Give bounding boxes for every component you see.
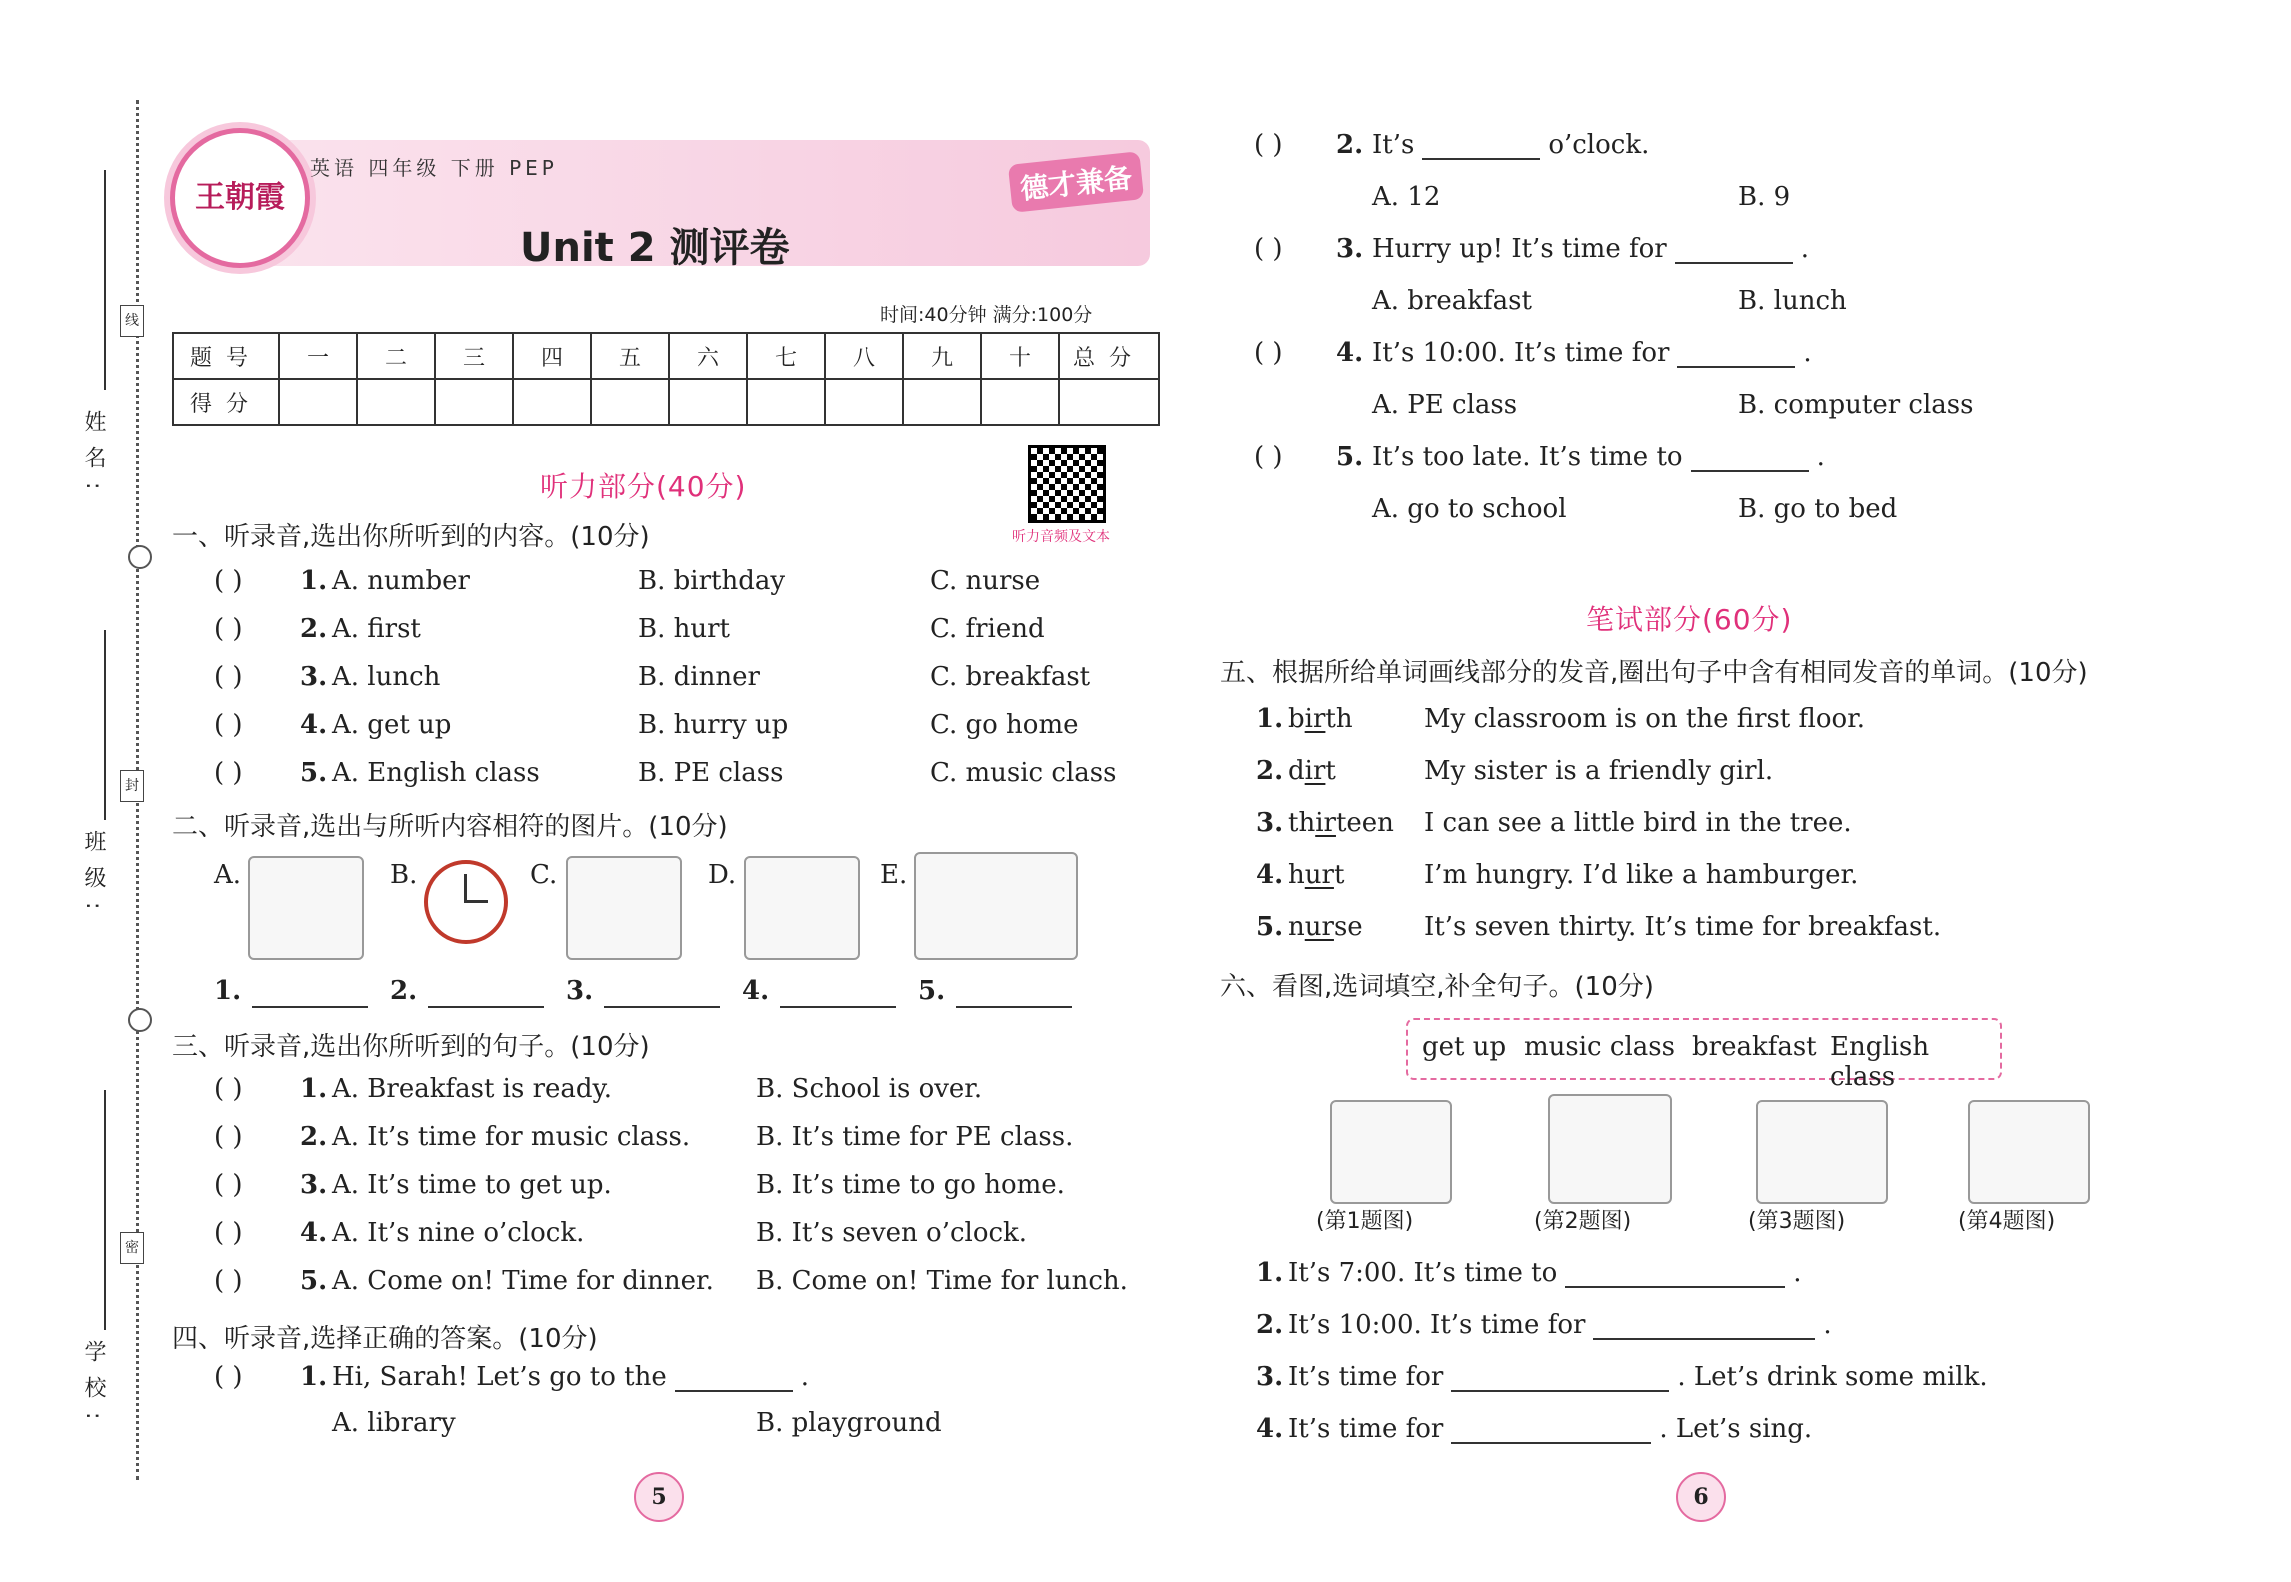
item-number: 3. — [1336, 234, 1364, 264]
answer-bracket[interactable]: ( ) — [214, 1218, 243, 1248]
question-stem — [332, 1362, 809, 1392]
word-underlined-part: ir — [1304, 756, 1326, 786]
question-stem — [1372, 130, 1649, 160]
word-part: t — [1325, 756, 1336, 786]
sentence-text: . Let’s sing. — [1659, 1414, 1813, 1444]
score-cell[interactable] — [279, 379, 357, 425]
score-table — [172, 332, 1160, 426]
option-a: A. It’s time to get up. — [332, 1170, 612, 1200]
option-b: B. It’s time to go home. — [756, 1170, 1065, 1200]
answer-blank[interactable] — [780, 1006, 896, 1008]
figure-caption: (第4题图) — [1958, 1209, 2056, 1234]
sentence-text: . — [1823, 1310, 1832, 1340]
word-part: se — [1333, 912, 1363, 942]
option-a: A. get up — [332, 710, 452, 740]
seal-mark-mi: 密 — [120, 1232, 144, 1264]
table-cell: 四 — [513, 333, 591, 379]
answer-number: 2. — [390, 976, 418, 1006]
item-number: 2. — [300, 614, 328, 644]
answer-bracket[interactable]: ( ) — [1254, 442, 1283, 472]
answer-blank[interactable] — [1565, 1260, 1785, 1288]
sentence[interactable]: My classroom is on the first floor. — [1424, 704, 1866, 734]
option-b: B. PE class — [638, 758, 784, 788]
option-a: A. library — [332, 1408, 456, 1438]
option-a: A. Come on! Time for dinner. — [332, 1266, 714, 1296]
answer-blank[interactable] — [604, 1006, 720, 1008]
page-title: Unit 2 测评卷 — [520, 225, 790, 271]
option-b: B. School is over. — [756, 1074, 983, 1104]
fill-sentence — [1288, 1414, 1812, 1444]
answer-number: 5. — [918, 976, 946, 1006]
table-cell: 总分 — [1059, 333, 1159, 379]
clock-icon — [424, 860, 508, 944]
q5-title: 五、根据所给单词画线部分的发音,圈出句子中含有相同发音的单词。(10分) — [1220, 658, 2088, 688]
word-part: h — [1288, 860, 1305, 890]
sentence-text: It’s time for — [1288, 1362, 1444, 1392]
name-write-line[interactable] — [104, 170, 106, 390]
option-b: B. dinner — [638, 662, 760, 692]
figure-caption: (第3题图) — [1748, 1209, 1846, 1234]
key-word — [1288, 808, 1394, 838]
option-a: A. lunch — [332, 662, 441, 692]
word-part: t — [1333, 860, 1345, 890]
stem-text: o’clock. — [1548, 130, 1650, 160]
item-number: 2. — [1256, 1310, 1284, 1340]
figure-caption: (第2题图) — [1534, 1209, 1632, 1234]
item-number: 4. — [1336, 338, 1364, 368]
sentence-text: It’s 10:00. It’s time for — [1288, 1310, 1586, 1340]
binding-hole-icon — [128, 1008, 152, 1032]
item-number: 3. — [1256, 1362, 1284, 1392]
word-bank-item: breakfast — [1692, 1032, 1817, 1062]
option-a: A. Breakfast is ready. — [332, 1074, 613, 1104]
sentence[interactable]: It’s seven thirty. It’s time for breakfast. — [1424, 912, 1942, 942]
table-cell: 九 — [903, 333, 981, 379]
page-number-right: 6 — [1676, 1472, 1726, 1522]
answer-blank[interactable] — [1422, 132, 1540, 160]
option-c: C. friend — [930, 614, 1045, 644]
school-write-line[interactable] — [104, 1090, 106, 1330]
word-part: d — [1288, 756, 1305, 786]
answer-blank[interactable] — [1451, 1364, 1669, 1392]
sentence-text: . — [1793, 1258, 1802, 1288]
question-stem — [1372, 442, 1825, 472]
score-cell[interactable] — [513, 379, 591, 425]
school-label: 学校: — [81, 1340, 106, 1434]
answer-blank[interactable] — [1675, 236, 1793, 264]
word-underlined-part: ur — [1304, 912, 1334, 942]
answer-bracket[interactable]: ( ) — [214, 1074, 243, 1104]
sentence-text: It’s time for — [1288, 1414, 1444, 1444]
item-number: 1. — [1256, 704, 1284, 734]
word-underlined-part: ir — [1304, 704, 1326, 734]
answer-bracket[interactable]: ( ) — [1254, 130, 1283, 160]
option-b: B. It’s seven o’clock. — [756, 1218, 1028, 1248]
stem-text: Hi, Sarah! Let’s go to the — [332, 1362, 667, 1392]
answer-blank[interactable] — [956, 1006, 1072, 1008]
q2-title: 二、听录音,选出与所听内容相符的图片。(10分) — [172, 812, 728, 842]
answer-blank[interactable] — [252, 1006, 368, 1008]
time-info: 时间:40分钟 满分:100分 — [880, 304, 1093, 326]
item-number: 1. — [300, 1362, 328, 1392]
score-cell[interactable] — [669, 379, 747, 425]
pic-label-a: A. — [214, 860, 242, 890]
answer-blank[interactable] — [1451, 1416, 1651, 1444]
word-part: n — [1288, 912, 1305, 942]
answer-bracket[interactable]: ( ) — [214, 1362, 243, 1392]
answer-blank[interactable] — [428, 1006, 544, 1008]
score-table-header-row — [173, 333, 1159, 379]
word-part: th — [1288, 808, 1316, 838]
fill-sentence — [1288, 1362, 1988, 1392]
class-label: 班级: — [81, 830, 106, 924]
stem-text: . — [1816, 442, 1825, 472]
option-b: B. 9 — [1738, 182, 1791, 212]
pic-label-c: C. — [530, 860, 558, 890]
q6-title: 六、看图,选词填空,补全句子。(10分) — [1220, 972, 1654, 1002]
option-b: B. Come on! Time for lunch. — [756, 1266, 1128, 1296]
fill-sentence — [1288, 1258, 1802, 1288]
binding-hole-icon — [128, 545, 152, 569]
table-cell: 八 — [825, 333, 903, 379]
option-a: A. It’s time for music class. — [332, 1122, 691, 1152]
picture-q6-2-english-class — [1548, 1094, 1672, 1204]
answer-blank[interactable] — [675, 1364, 793, 1392]
word-part: teen — [1335, 808, 1394, 838]
option-c: C. nurse — [930, 566, 1041, 596]
sentence[interactable]: I’m hungry. I’d like a hamburger. — [1424, 860, 1859, 890]
answer-bracket[interactable]: ( ) — [214, 1122, 243, 1152]
option-a: A. go to school — [1372, 494, 1567, 524]
item-number: 5. — [300, 758, 328, 788]
answer-bracket[interactable]: ( ) — [214, 758, 243, 788]
picture-d-classroom — [744, 856, 860, 960]
pic-label-e: E. — [880, 860, 908, 890]
picture-c-girl-bedroom — [566, 856, 682, 960]
option-b: B. lunch — [1738, 286, 1847, 316]
sentence-text: It’s 7:00. It’s time to — [1288, 1258, 1558, 1288]
listening-section-title: 听力部分(40分) — [540, 470, 747, 503]
table-cell: 二 — [357, 333, 435, 379]
stem-text: . — [1803, 338, 1812, 368]
option-c: C. go home — [930, 710, 1079, 740]
word-bank — [1406, 1018, 2002, 1092]
option-b: B. It’s time for PE class. — [756, 1122, 1074, 1152]
sentence-text: . Let’s drink some milk. — [1677, 1362, 1988, 1392]
table-cell: 题号 — [173, 333, 279, 379]
picture-a-girl-eating — [248, 856, 364, 960]
answer-bracket[interactable]: ( ) — [214, 566, 243, 596]
word-bank-item: get up — [1422, 1032, 1507, 1062]
table-cell: 一 — [279, 333, 357, 379]
item-number: 4. — [300, 710, 328, 740]
word-part: th — [1325, 704, 1353, 734]
answer-number: 4. — [742, 976, 770, 1006]
stem-text: It’s — [1372, 130, 1415, 160]
score-cell[interactable] — [981, 379, 1059, 425]
option-a: A. first — [332, 614, 421, 644]
word-bank-item: music class — [1524, 1032, 1675, 1062]
item-number: 1. — [300, 566, 328, 596]
item-number: 2. — [1336, 130, 1364, 160]
answer-bracket[interactable]: ( ) — [214, 710, 243, 740]
qr-caption: 听力音频及文本 — [1012, 529, 1110, 545]
brand-tag: 德才兼备 — [1008, 151, 1144, 213]
q4-title: 四、听录音,选择正确的答案。(10分) — [172, 1324, 598, 1354]
question-stem — [1372, 338, 1812, 368]
key-word — [1288, 860, 1344, 890]
answer-bracket[interactable]: ( ) — [1254, 338, 1283, 368]
option-a: A. 12 — [1372, 182, 1441, 212]
pic-label-b: B. — [390, 860, 418, 890]
picture-e-kids-going-home — [914, 852, 1078, 960]
score-cell[interactable] — [1059, 379, 1159, 425]
answer-number: 1. — [214, 976, 242, 1006]
option-a: A. PE class — [1372, 390, 1518, 420]
option-b: B. playground — [756, 1408, 942, 1438]
option-b: B. hurt — [638, 614, 731, 644]
table-cell: 六 — [669, 333, 747, 379]
item-number: 4. — [1256, 1414, 1284, 1444]
option-a: A. It’s nine o’clock. — [332, 1218, 585, 1248]
option-c: C. music class — [930, 758, 1117, 788]
question-stem — [1372, 234, 1809, 264]
word-bank-item: English class — [1830, 1032, 1930, 1092]
picture-q6-4-music-class — [1968, 1100, 2090, 1204]
stem-text: . — [1800, 234, 1809, 264]
option-b: B. hurry up — [638, 710, 789, 740]
score-cell[interactable] — [903, 379, 981, 425]
option-b: B. go to bed — [1738, 494, 1898, 524]
page-number-left: 5 — [634, 1472, 684, 1522]
answer-bracket[interactable]: ( ) — [214, 614, 243, 644]
logo-text: 王朝霞 — [195, 180, 285, 215]
answer-bracket[interactable]: ( ) — [214, 1266, 243, 1296]
item-number: 1. — [1256, 1258, 1284, 1288]
item-number: 4. — [300, 1218, 328, 1248]
score-cell[interactable] — [591, 379, 669, 425]
item-number: 3. — [300, 1170, 328, 1200]
pic-label-d: D. — [708, 860, 737, 890]
answer-blank[interactable] — [1593, 1312, 1815, 1340]
q3-title: 三、听录音,选出你所听到的句子。(10分) — [172, 1032, 650, 1062]
seal-mark-xian: 线 — [120, 305, 144, 337]
series-info: 英语 四年级 下册 PEP — [310, 156, 558, 180]
item-number: 1. — [300, 1074, 328, 1104]
answer-blank[interactable] — [1677, 340, 1795, 368]
item-number: 5. — [1336, 442, 1364, 472]
seal-mark-feng: 封 — [120, 770, 144, 802]
key-word — [1288, 704, 1353, 734]
answer-blank[interactable] — [1691, 444, 1809, 472]
score-cell[interactable] — [825, 379, 903, 425]
q1-title: 一、听录音,选出你所听到的内容。(10分) — [172, 522, 650, 552]
score-cell[interactable] — [435, 379, 513, 425]
figure-caption: (第1题图) — [1316, 1209, 1414, 1234]
table-cell: 七 — [747, 333, 825, 379]
word-underlined-part: ir — [1315, 808, 1336, 838]
class-write-line[interactable] — [104, 630, 106, 820]
item-number: 5. — [300, 1266, 328, 1296]
table-cell: 十 — [981, 333, 1059, 379]
table-cell: 五 — [591, 333, 669, 379]
score-cell[interactable] — [747, 379, 825, 425]
sentence[interactable]: My sister is a friendly girl. — [1424, 756, 1774, 786]
stem-text: It’s 10:00. It’s time for — [1372, 338, 1670, 368]
item-number: 3. — [300, 662, 328, 692]
answer-bracket[interactable]: ( ) — [214, 662, 243, 692]
item-number: 4. — [1256, 860, 1284, 890]
option-b: B. computer class — [1738, 390, 1974, 420]
fill-sentence — [1288, 1310, 1832, 1340]
key-word — [1288, 756, 1336, 786]
item-number: 3. — [1256, 808, 1284, 838]
score-table-score-row — [173, 379, 1159, 425]
item-number: 2. — [300, 1122, 328, 1152]
stem-text: . — [800, 1362, 809, 1392]
table-cell: 三 — [435, 333, 513, 379]
stem-text: Hurry up! It’s time for — [1372, 234, 1667, 264]
item-number: 5. — [1256, 912, 1284, 942]
picture-q6-1-bedroom — [1330, 1100, 1452, 1204]
score-cell[interactable] — [357, 379, 435, 425]
writing-section-title: 笔试部分(60分) — [1586, 603, 1793, 636]
picture-q6-3-breakfast — [1756, 1100, 1888, 1204]
brand-logo — [170, 128, 310, 268]
stem-text: It’s too late. It’s time to — [1372, 442, 1683, 472]
answer-bracket[interactable]: ( ) — [1254, 234, 1283, 264]
name-label: 姓名: — [81, 410, 106, 504]
option-a: A. breakfast — [1372, 286, 1532, 316]
sentence[interactable]: I can see a little bird in the tree. — [1424, 808, 1852, 838]
table-cell: 得分 — [173, 379, 279, 425]
qr-code-icon[interactable] — [1028, 445, 1106, 523]
option-a: A. English class — [332, 758, 540, 788]
option-b: B. birthday — [638, 566, 786, 596]
key-word — [1288, 912, 1363, 942]
item-number: 2. — [1256, 756, 1284, 786]
answer-number: 3. — [566, 976, 594, 1006]
option-c: C. breakfast — [930, 662, 1091, 692]
option-a: A. number — [332, 566, 470, 596]
answer-bracket[interactable]: ( ) — [214, 1170, 243, 1200]
word-part: b — [1288, 704, 1305, 734]
word-underlined-part: ur — [1304, 860, 1334, 890]
